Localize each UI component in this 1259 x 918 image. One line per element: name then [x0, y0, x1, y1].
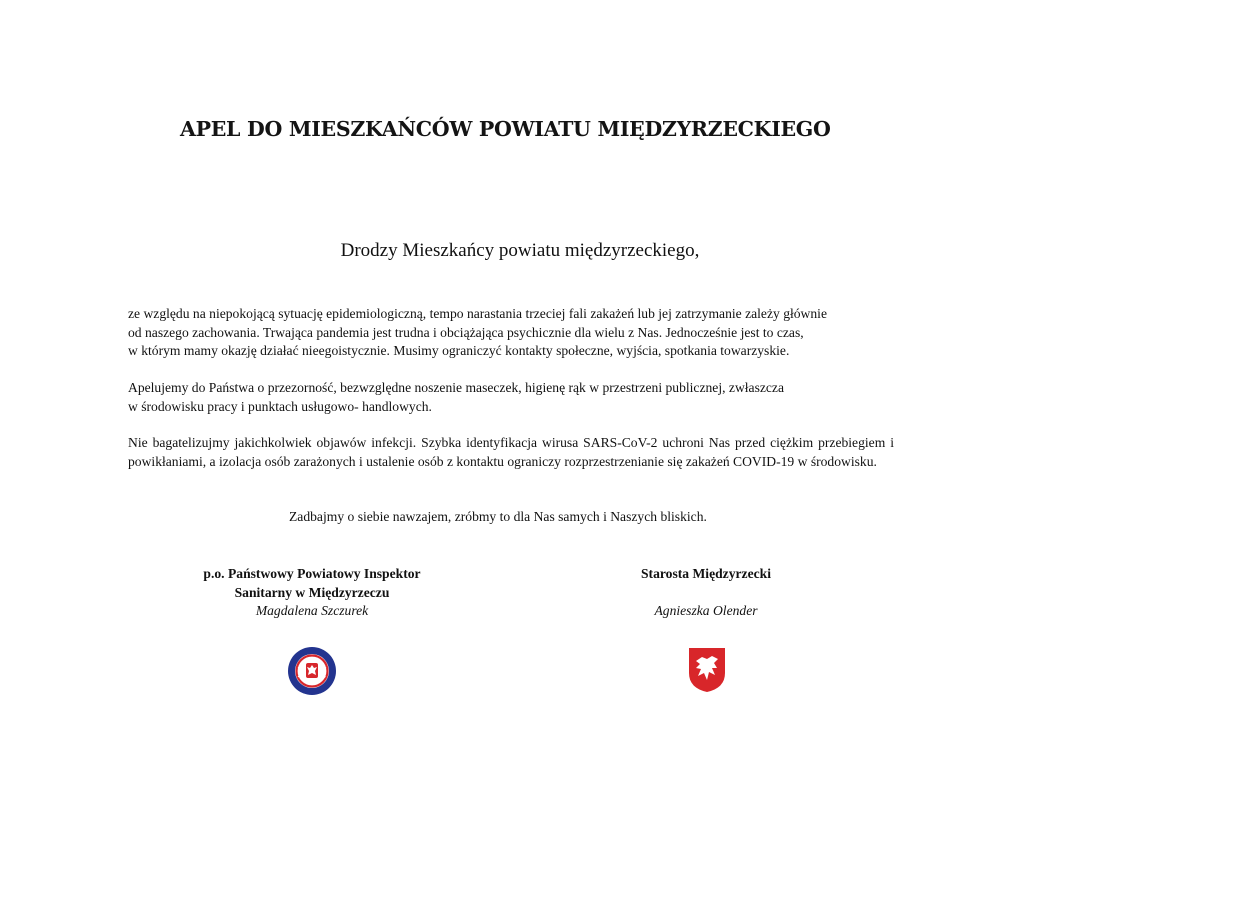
closing-line: Zadbajmy o siebie nawzajem, zróbmy to dla Nas samych i Naszych bliskich.: [289, 509, 707, 524]
signature-name: Agnieszka Olender: [654, 603, 758, 619]
signature-role-line: Sanitarny w Międzyrzeczu: [234, 584, 390, 600]
paragraph-line: Apelujemy do Państwa o przezorność, bezwzględne noszenie maseczek, higienę rąk w przestrzeni publicznej, zwłaszcza: [128, 380, 784, 395]
signature-name: Magdalena Szczurek: [255, 603, 369, 619]
paragraph-line: w środowisku pracy i punktach usługowo- handlowych.: [128, 398, 432, 414]
paragraph-line: w którym mamy okazję działać nieegoistycznie. Musimy ograniczyć kontakty społeczne, wyjścia, spotkania towarzyskie.: [128, 343, 790, 359]
paragraph-symptoms: Nie bagatelizujmy jakichkolwiek objawów infekcji. Szybka identyfikacja wirusa SARS-CoV-2 uchroni Nas przed ciężkim przebiegiem i powikłaniami, a izolacja osób zarażonych i ustalenie osób z kontaktu ograniczy rozprzestrzenianie się zakażeń COVID-19 w środowisku.: [128, 435, 894, 469]
paragraph-appeal: [128, 379, 784, 416]
greeting: Drodzy Mieszkańcy powiatu międzyrzeckiego,: [340, 240, 700, 261]
paragraph-line: ze względu na niepokojącą sytuację epidemiologiczną, tempo narastania trzeciej fali zakażeń lub jej zatrzymanie zależy głównie: [128, 306, 827, 321]
signature-role-line: Starosta Międzyrzecki: [641, 566, 771, 581]
signature-role-line: p.o. Państwowy Powiatowy Inspektor: [203, 566, 421, 581]
document-title: APEL DO MIESZKAŃCÓW POWIATU MIĘDZYRZECKIEGO: [180, 117, 831, 141]
paragraph-situation: [128, 305, 827, 361]
sanitary-inspection-emblem-icon: [287, 646, 337, 696]
signature-inspector: [180, 565, 444, 621]
signature-starosta: [606, 565, 806, 621]
county-coat-of-arms-icon: [688, 647, 726, 693]
paragraph-line: od naszego zachowania. Trwająca pandemia jest trudna i obciążająca psychicznie dla wielu z Nas. Jednocześnie jest to czas,: [128, 324, 804, 340]
